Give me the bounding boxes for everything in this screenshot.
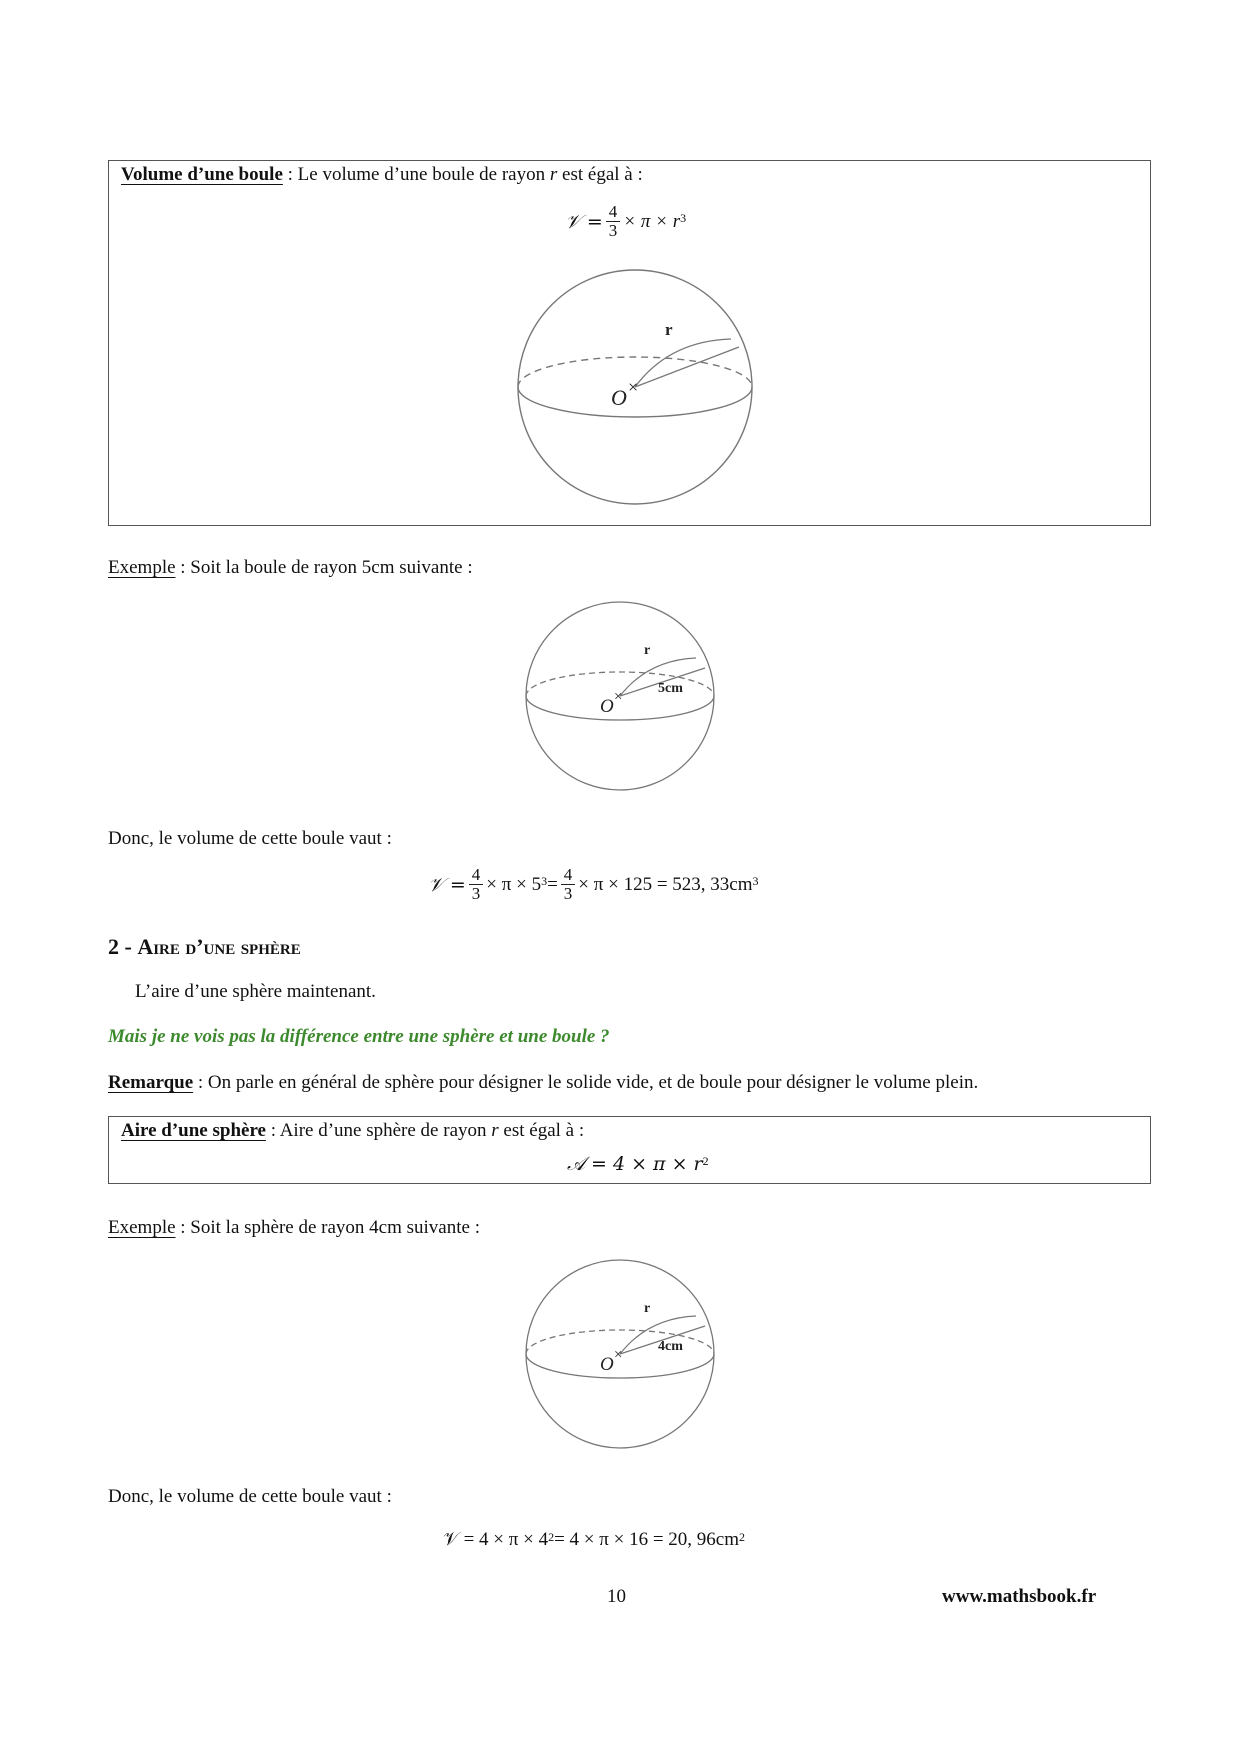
formula-lhs: 𝒱 = [565,210,603,233]
definition-title: Volume d’une boule [121,164,283,185]
site-url: www.mathsbook.fr [942,1586,1097,1607]
donc-line-2: Donc, le volume de cette boule vaut : [108,1486,392,1507]
remarque-line [108,1071,978,1095]
example-line-1 [108,556,473,580]
center-mark: × [614,1347,623,1363]
length-label: 4cm [658,1339,683,1354]
center-mark: × [614,689,623,705]
center-label-O: O [600,1354,614,1375]
definition-line [121,1119,584,1143]
radius-label-r: r [665,320,673,339]
area-calculation [443,1529,745,1551]
exponent: 2 [548,1529,555,1544]
denominator: 3 [563,884,573,903]
definition-box-volume [108,160,1151,526]
variable-r: r [491,1120,499,1141]
formula-mid: = 4 × π × 16 = 20, 96cm [554,1529,739,1550]
definition-text-end: est égal à : [498,1120,585,1141]
exponent: 2 [739,1529,745,1544]
numerator: 4 [606,203,621,222]
question-text: Mais je ne vois pas la différence entre une sphère et une boule ? [108,1026,610,1047]
example-text: : Soit la boule de rayon 5cm suivante : [175,557,473,578]
radius-label-r: r [644,643,651,658]
donc-line-1: Donc, le volume de cette boule vaut : [108,828,392,849]
remarque-text: : On parle en général de sphère pour désigner le solide vide, et de boule pour désigner le volume plein. [193,1072,979,1093]
formula-rest: × π × r [623,210,681,232]
example-label: Exemple [108,557,176,578]
denominator: 3 [608,221,618,240]
remarque-label: Remarque [108,1072,194,1093]
center-label-O: O [611,385,627,410]
intro-text: L’aire d’une sphère maintenant. [135,981,376,1002]
exponent: 3 [680,211,687,225]
exponent: 3 [752,874,759,888]
radius-label-r: r [644,1301,651,1316]
fraction-2 [561,866,576,903]
fraction-1 [469,866,484,903]
formula: 𝒜 = 4 × π × r [567,1153,703,1175]
length-label: 5cm [658,681,683,696]
formula-lhs: 𝒱 = [428,873,466,896]
numerator: 4 [561,866,576,885]
volume-calculation [428,866,759,903]
sphere-figure-2 [510,598,730,794]
exponent: 2 [702,1153,709,1168]
definition-title: Aire d’une sphère [121,1120,266,1141]
sphere-figure-1 [109,161,1152,527]
example-text: : Soit la sphère de rayon 4cm suivante : [175,1217,480,1238]
area-formula [567,1153,709,1175]
section-number: 2 - [108,934,132,959]
example-label: Exemple [108,1217,176,1238]
formula-start: 𝒱 = 4 × π × 4 [443,1529,549,1550]
center-label-O: O [600,696,614,717]
denominator: 3 [471,884,481,903]
radius-arc [635,339,731,387]
numerator: 4 [469,866,484,885]
exponent: 3 [541,874,548,888]
definition-text: : Le volume d’une boule de rayon [282,164,550,185]
definition-box-aire [108,1116,1151,1184]
definition-text: : Aire d’une sphère de rayon [265,1120,492,1141]
page-number: 10 [607,1586,626,1607]
variable-r: r [549,164,558,185]
sphere-figure-3 [510,1256,730,1452]
definition-text-end: est égal à : [557,164,643,185]
example-line-2 [108,1216,480,1240]
formula-mid-1: × π × 5 [486,873,542,895]
radius-line [635,347,739,387]
equals: = [547,873,558,895]
center-mark: × [628,377,639,397]
formula-mid-2: × π × 125 = 523, 33cm [578,873,753,895]
section-title: Aire d’une sphère [137,934,301,959]
section-heading [108,934,301,960]
